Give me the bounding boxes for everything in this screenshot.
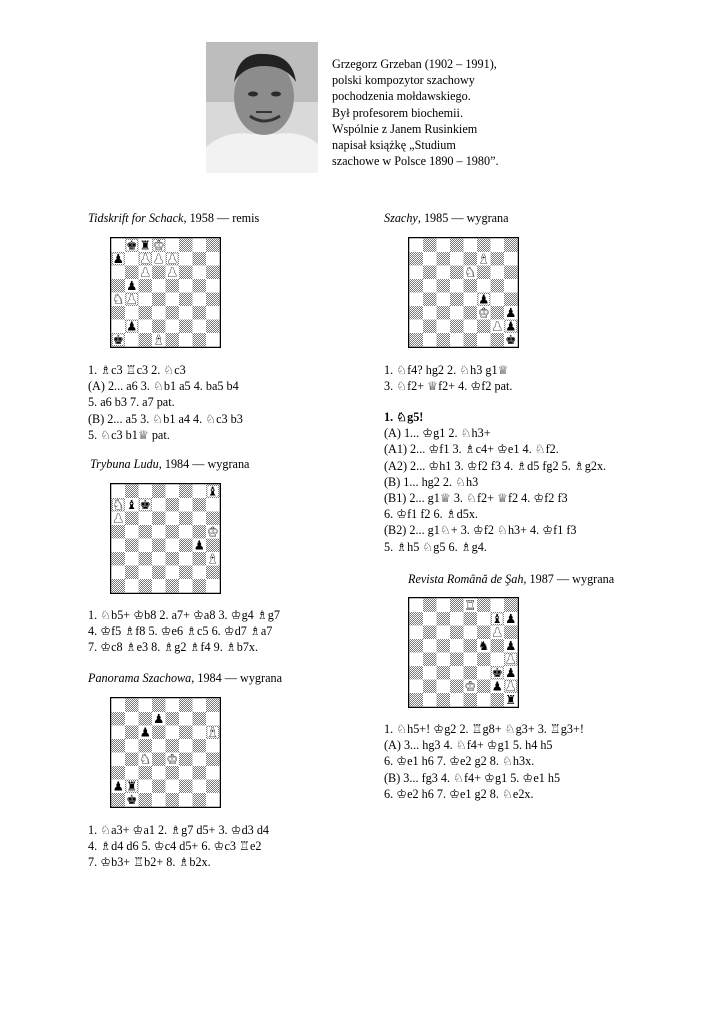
dark-square	[152, 293, 166, 307]
dark-square	[504, 266, 518, 280]
study-source: Revista Română de Şah	[408, 572, 524, 586]
move-line: 7. ♔b3+ ♖b2+ 8. ♗b2x.	[88, 855, 211, 870]
black-pawn-icon: ♟	[112, 251, 124, 267]
study-source: Panorama Szachowa	[88, 671, 192, 685]
move-line: 4. ♔f5 ♗f8 5. ♔e6 ♗c5 6. ♔d7 ♗a7	[88, 624, 273, 639]
bio-line: Wspólnie z Janem Rusinkiem	[332, 121, 478, 136]
dark-square	[125, 512, 139, 526]
dark-square	[152, 485, 166, 499]
dark-square	[464, 306, 478, 320]
dark-square	[450, 653, 464, 667]
dark-square	[491, 252, 505, 266]
dark-square	[179, 753, 193, 767]
dark-square	[139, 712, 153, 726]
dark-square	[410, 279, 424, 293]
dark-square	[139, 333, 153, 347]
move-line: 1. ♘a3+ ♔a1 2. ♗g7 d5+ 3. ♔d3 d4	[88, 823, 270, 837]
dark-square	[423, 266, 437, 280]
white-pawn-icon: ♟	[491, 624, 503, 640]
white-king-icon: ♚	[464, 678, 476, 694]
dark-square	[152, 699, 166, 713]
dark-square	[152, 780, 166, 794]
solution-moves	[384, 409, 606, 555]
black-pawn-icon: ♟	[153, 711, 165, 727]
black-pawn-icon: ♟	[505, 665, 517, 681]
white-knight-icon: ♞	[464, 264, 476, 280]
black-pawn-icon: ♟	[126, 318, 138, 334]
dark-square	[193, 793, 207, 807]
dark-square	[464, 279, 478, 293]
white-pawn-icon: ♟	[505, 651, 517, 667]
dark-square	[477, 599, 491, 613]
white-pawn-icon: ♟	[139, 264, 151, 280]
move-line: 4. ♗d4 d6 5. ♔c4 d5+ 6. ♔c3 ♖e2	[88, 839, 262, 854]
dark-square	[206, 266, 220, 280]
chess-board	[110, 483, 221, 594]
dark-square	[477, 653, 491, 667]
dark-square	[464, 612, 478, 626]
dark-square	[139, 579, 153, 593]
dark-square	[139, 739, 153, 753]
bio-line: Był profesorem biochemii.	[332, 105, 463, 120]
dark-square	[152, 566, 166, 580]
study-moves	[384, 721, 584, 802]
dark-square	[206, 539, 220, 553]
dark-square	[410, 693, 424, 707]
dark-square	[504, 293, 518, 307]
move-line: (B) 2... a5 3. ♘b1 a4 4. ♘c3 b3	[88, 411, 243, 426]
black-rook-icon: ♜	[126, 778, 138, 794]
dark-square	[193, 279, 207, 293]
dark-square	[477, 266, 491, 280]
white-pawn-icon: ♟	[126, 291, 138, 307]
dark-square	[166, 552, 180, 566]
dark-square	[112, 739, 126, 753]
dark-square	[166, 498, 180, 512]
white-king-icon: ♚	[153, 237, 165, 253]
dark-square	[152, 539, 166, 553]
study-result: , 1985 — wygrana	[417, 211, 509, 225]
dark-square	[125, 566, 139, 580]
move-line: 1. ♘f4? hg2 2. ♘h3 g1♕	[384, 363, 509, 377]
dark-square	[125, 753, 139, 767]
dark-square	[450, 599, 464, 613]
black-pawn-icon: ♟	[193, 537, 205, 553]
move-line: (B) 3... fg3 4. ♘f4+ ♔g1 5. ♔e1 h5	[384, 770, 561, 785]
dark-square	[477, 239, 491, 253]
bio-line: Grzegorz Grzeban (1902 – 1991),	[332, 57, 497, 71]
dark-square	[166, 793, 180, 807]
move-line: 7. ♔c8 ♗e3 8. ♗g2 ♗f4 9. ♗b7x.	[88, 640, 259, 655]
dark-square	[125, 266, 139, 280]
black-pawn-icon: ♟	[112, 778, 124, 794]
black-pawn-icon: ♟	[505, 305, 517, 321]
dark-square	[139, 279, 153, 293]
dark-square	[423, 599, 437, 613]
dark-square	[166, 739, 180, 753]
dark-square	[437, 333, 451, 347]
black-pawn-icon: ♟	[505, 318, 517, 334]
move-line: (A) 3... hg3 4. ♘f4+ ♔g1 5. h4 h5	[384, 738, 553, 753]
white-pawn-icon: ♟	[153, 251, 165, 267]
dark-square	[193, 252, 207, 266]
white-knight-icon: ♞	[139, 751, 151, 767]
move-line: 1. ♗c3 ♖c3 2. ♘c3	[88, 363, 186, 377]
black-pawn-icon: ♟	[478, 291, 490, 307]
dark-square	[504, 626, 518, 640]
bio-line: szachowe w Polsce 1890 – 1980”.	[332, 154, 499, 169]
dark-square	[491, 306, 505, 320]
study-moves	[88, 822, 269, 871]
biography	[332, 56, 572, 169]
dark-square	[112, 712, 126, 726]
dark-square	[193, 552, 207, 566]
dark-square	[206, 293, 220, 307]
dark-square	[179, 726, 193, 740]
dark-square	[504, 239, 518, 253]
dark-square	[166, 279, 180, 293]
dark-square	[464, 693, 478, 707]
dark-square	[139, 306, 153, 320]
chess-board	[110, 237, 221, 348]
dark-square	[477, 320, 491, 334]
black-pawn-icon: ♟	[505, 611, 517, 627]
study-heading	[88, 671, 282, 686]
move-line: (A2) 2... ♔h1 3. ♔f2 f3 4. ♗d5 fg2 5. ♗g2x.	[384, 458, 607, 473]
solution-key-move: 1. ♘g5!	[384, 410, 424, 424]
white-pawn-icon: ♟	[112, 510, 124, 526]
white-pawn-icon: ♟	[505, 678, 517, 694]
move-line: (B1) 2... g1♕ 3. ♘f2+ ♕f2 4. ♔f2 f3	[384, 491, 568, 506]
black-king-icon: ♚	[112, 332, 124, 348]
dark-square	[464, 333, 478, 347]
dark-square	[179, 239, 193, 253]
black-king-icon: ♚	[491, 665, 503, 681]
dark-square	[179, 512, 193, 526]
dark-square	[491, 279, 505, 293]
dark-square	[437, 639, 451, 653]
dark-square	[179, 485, 193, 499]
black-pawn-icon: ♟	[126, 278, 138, 294]
portrait-photo	[206, 42, 318, 173]
black-bishop-icon: ♝	[126, 497, 138, 513]
chess-board	[408, 597, 519, 708]
white-rook-icon: ♜	[464, 597, 476, 613]
dark-square	[464, 252, 478, 266]
dark-square	[166, 579, 180, 593]
dark-square	[166, 712, 180, 726]
dark-square	[410, 333, 424, 347]
study-result: , 1984 — wygrana	[191, 671, 282, 685]
white-bishop-icon: ♝	[207, 724, 219, 740]
dark-square	[112, 525, 126, 539]
move-line: (B2) 2... g1♘+ 3. ♔f2 ♘h3+ 4. ♔f1 f3	[384, 523, 577, 538]
dark-square	[193, 525, 207, 539]
white-king-icon: ♚	[166, 751, 178, 767]
dark-square	[491, 693, 505, 707]
study-moves	[88, 362, 243, 443]
dark-square	[179, 699, 193, 713]
dark-square	[423, 239, 437, 253]
study-moves	[384, 362, 512, 394]
dark-square	[450, 626, 464, 640]
dark-square	[166, 306, 180, 320]
study-heading	[408, 572, 614, 587]
move-line: (A) 2... a6 3. ♘b1 a5 4. ba5 b4	[88, 379, 239, 394]
move-line: 1. ♘b5+ ♔b8 2. a7+ ♔a8 3. ♔g4 ♗g7	[88, 608, 280, 622]
dark-square	[423, 680, 437, 694]
dark-square	[193, 333, 207, 347]
study-source: Tidskrift for Schack	[88, 211, 184, 225]
dark-square	[193, 498, 207, 512]
dark-square	[193, 306, 207, 320]
white-pawn-icon: ♟	[139, 251, 151, 267]
move-line: 6. ♔f1 f2 6. ♗d5x.	[384, 507, 478, 522]
dark-square	[125, 699, 139, 713]
dark-square	[464, 666, 478, 680]
move-line: (A1) 2... ♔f1 3. ♗c4+ ♔e1 4. ♘f2.	[384, 442, 559, 457]
white-knight-icon: ♞	[112, 291, 124, 307]
bio-line: polski kompozytor szachowy	[332, 73, 475, 88]
black-knight-icon: ♞	[478, 638, 490, 654]
black-bishop-icon: ♝	[491, 611, 503, 627]
dark-square	[477, 626, 491, 640]
move-line: 5. ♘c3 b1♕ pat.	[88, 427, 170, 442]
dark-square	[437, 693, 451, 707]
dark-square	[112, 552, 126, 566]
black-pawn-icon: ♟	[139, 724, 151, 740]
dark-square	[139, 552, 153, 566]
move-line: (A) 1... ♔g1 2. ♘h3+	[384, 426, 491, 441]
dark-square	[423, 293, 437, 307]
dark-square	[437, 306, 451, 320]
black-king-icon: ♚	[126, 792, 138, 808]
dark-square	[152, 320, 166, 334]
dark-square	[450, 680, 464, 694]
dark-square	[410, 306, 424, 320]
dark-square	[410, 612, 424, 626]
dark-square	[179, 320, 193, 334]
black-pawn-icon: ♟	[491, 678, 503, 694]
dark-square	[152, 753, 166, 767]
move-line: 5. a6 b3 7. a7 pat.	[88, 395, 175, 410]
dark-square	[139, 766, 153, 780]
study-heading	[90, 457, 249, 472]
dark-square	[437, 279, 451, 293]
dark-square	[437, 612, 451, 626]
move-line: (B) 1... hg2 2. ♘h3	[384, 474, 479, 489]
dark-square	[410, 639, 424, 653]
move-line: 6. ♔e1 h6 7. ♔e2 g2 8. ♘h3x.	[384, 754, 535, 769]
bio-line: pochodzenia mołdawskiego.	[332, 89, 471, 104]
dark-square	[179, 266, 193, 280]
chess-board	[408, 237, 519, 348]
dark-square	[206, 780, 220, 794]
study-source: Trybuna Ludu	[90, 457, 159, 471]
dark-square	[206, 512, 220, 526]
dark-square	[125, 539, 139, 553]
dark-square	[206, 239, 220, 253]
dark-square	[166, 333, 180, 347]
white-pawn-icon: ♟	[491, 318, 503, 334]
black-rook-icon: ♜	[139, 237, 151, 253]
white-bishop-icon: ♝	[478, 251, 490, 267]
black-pawn-icon: ♟	[505, 638, 517, 654]
dark-square	[206, 753, 220, 767]
dark-square	[464, 639, 478, 653]
dark-square	[504, 599, 518, 613]
dark-square	[206, 699, 220, 713]
dark-square	[206, 320, 220, 334]
dark-square	[112, 279, 126, 293]
dark-square	[179, 539, 193, 553]
bio-line: napisał książkę „Studium	[332, 138, 456, 153]
white-knight-icon: ♞	[112, 497, 124, 513]
dark-square	[450, 239, 464, 253]
study-heading	[88, 211, 259, 226]
black-bishop-icon: ♝	[207, 483, 219, 499]
portrait-drawing	[206, 42, 318, 173]
dark-square	[193, 579, 207, 593]
dark-square	[491, 333, 505, 347]
dark-square	[125, 726, 139, 740]
dark-square	[423, 626, 437, 640]
dark-square	[450, 266, 464, 280]
dark-square	[410, 666, 424, 680]
dark-square	[139, 525, 153, 539]
dark-square	[179, 293, 193, 307]
move-line: 3. ♘f2+ ♕f2+ 4. ♔f2 pat.	[384, 379, 513, 394]
move-line: 1. ♘h5+! ♔g2 2. ♖g8+ ♘g3+ 3. ♖g3+!	[384, 722, 584, 736]
dark-square	[423, 653, 437, 667]
white-bishop-icon: ♝	[207, 551, 219, 567]
study-result: , 1984 — wygrana	[158, 457, 250, 471]
study-heading	[384, 211, 509, 226]
black-king-icon: ♚	[505, 332, 517, 348]
dark-square	[152, 266, 166, 280]
study-source: Szachy	[384, 211, 418, 225]
dark-square	[206, 566, 220, 580]
white-pawn-icon: ♟	[166, 251, 178, 267]
dark-square	[193, 766, 207, 780]
study-result: , 1958 — remis	[183, 211, 260, 225]
move-line: 6. ♔e2 h6 7. ♔e1 g2 8. ♘e2x.	[384, 786, 534, 801]
dark-square	[450, 320, 464, 334]
dark-square	[491, 639, 505, 653]
dark-square	[112, 579, 126, 593]
chess-board	[110, 697, 221, 808]
white-bishop-icon: ♝	[153, 332, 165, 348]
study-moves	[88, 607, 280, 656]
dark-square	[152, 512, 166, 526]
dark-square	[125, 485, 139, 499]
dark-square	[450, 293, 464, 307]
white-king-icon: ♚	[207, 524, 219, 540]
move-line: 5. ♗h5 ♘g5 6. ♗g4.	[384, 539, 487, 554]
dark-square	[166, 766, 180, 780]
dark-square	[477, 680, 491, 694]
dark-square	[139, 793, 153, 807]
dark-square	[152, 726, 166, 740]
dark-square	[179, 566, 193, 580]
study-result: , 1987 — wygrana	[523, 572, 615, 586]
dark-square	[193, 712, 207, 726]
dark-square	[112, 793, 126, 807]
dark-square	[166, 525, 180, 539]
dark-square	[179, 780, 193, 794]
black-king-icon: ♚	[126, 237, 138, 253]
dark-square	[112, 766, 126, 780]
white-king-icon: ♚	[478, 305, 490, 321]
dark-square	[437, 666, 451, 680]
dark-square	[410, 252, 424, 266]
black-king-icon: ♚	[139, 497, 151, 513]
dark-square	[437, 252, 451, 266]
dark-square	[423, 320, 437, 334]
black-rook-icon: ♜	[505, 692, 517, 708]
white-pawn-icon: ♟	[166, 264, 178, 280]
dark-square	[112, 306, 126, 320]
dark-square	[193, 739, 207, 753]
